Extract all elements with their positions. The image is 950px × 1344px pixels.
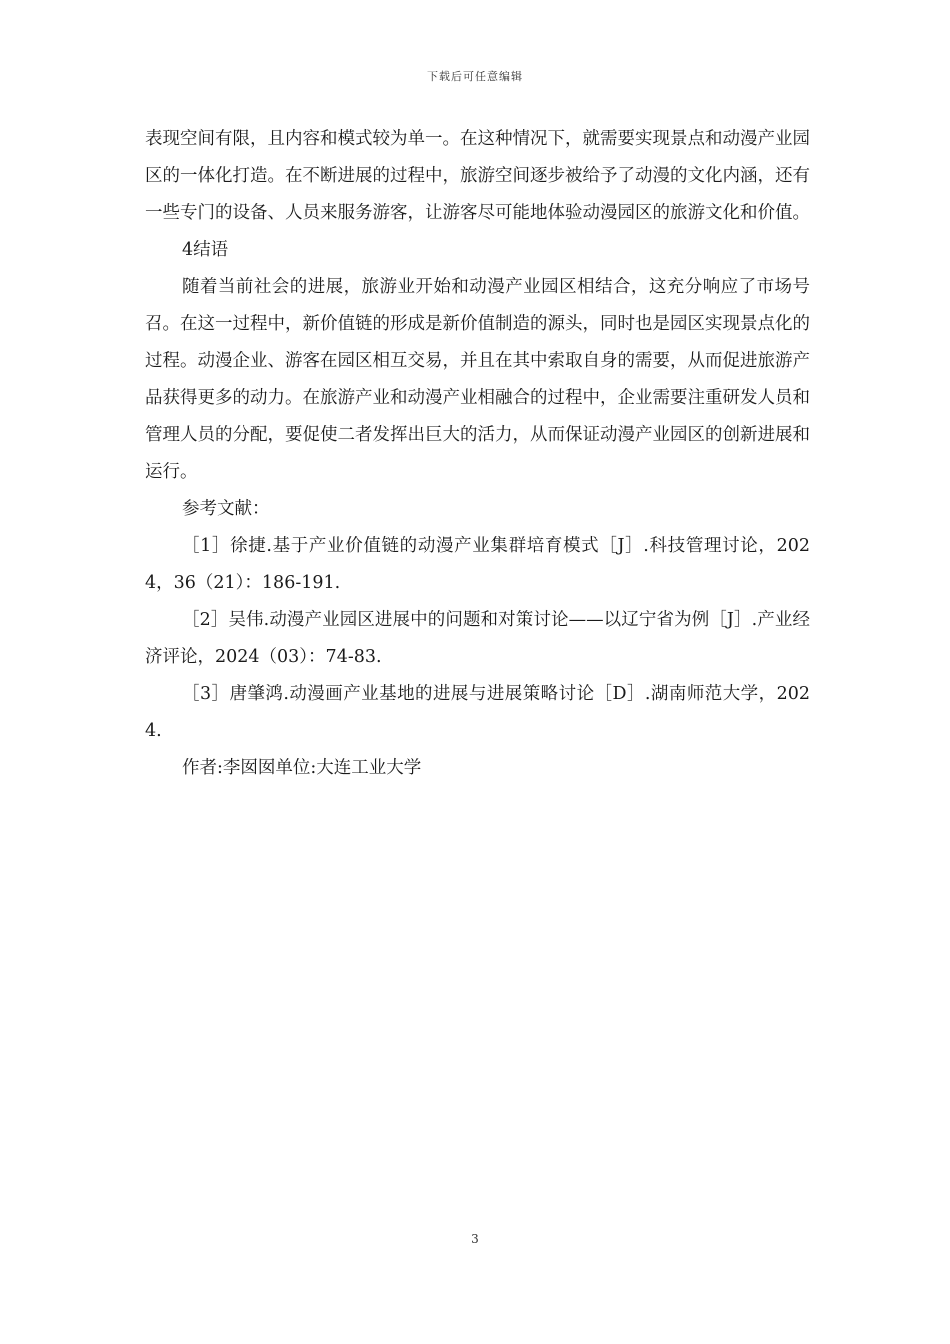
header-note: 下载后可任意编辑 (427, 70, 523, 83)
author-affiliation: 作者:李囡囡单位:大连工业大学 (182, 758, 422, 778)
paragraph-continuation: 表现空间有限，且内容和模式较为单一。在这种情况下，就需要实现景点和动漫产业园区的一体化打造。在不断进展的过程中，旅游空间逐步被给予了动漫的文化内涵，还有一些专门的设备、人员来服务游客，让游客尽可能地体验动漫园区的旅游文化和价值。 (145, 129, 810, 223)
section-heading-conclusion: 4结语 (182, 240, 229, 260)
page-body (145, 121, 810, 787)
reference-item-1: ［1］徐捷.基于产业价值链的动漫产业集群培育模式［J］.科技管理讨论，2024，36（21）：186-191. (145, 536, 810, 593)
paragraph-conclusion: 随着当前社会的进展，旅游业开始和动漫产业园区相结合，这充分响应了市场号召。在这一过程中，新价值链的形成是新价值制造的源头，同时也是园区实现景点化的过程。动漫企业、游客在园区相互交易，并且在其中索取自身的需要，从而促进旅游产品获得更多的动力。在旅游产业和动漫产业相融合的过程中，企业需要注重研发人员和管理人员的分配，要促使二者发挥出巨大的活力，从而保证动漫产业园区的创新进展和运行。 (145, 277, 810, 482)
page-number: 3 (471, 1232, 479, 1246)
references-heading: 参考文献： (182, 499, 270, 519)
reference-item-3: ［3］唐肇鸿.动漫画产业基地的进展与进展策略讨论［D］.湖南师范大学，2024. (145, 684, 810, 741)
reference-item-2: ［2］吴伟.动漫产业园区进展中的问题和对策讨论——以辽宁省为例［J］.产业经济评论，2024（03）：74-83. (145, 610, 810, 667)
